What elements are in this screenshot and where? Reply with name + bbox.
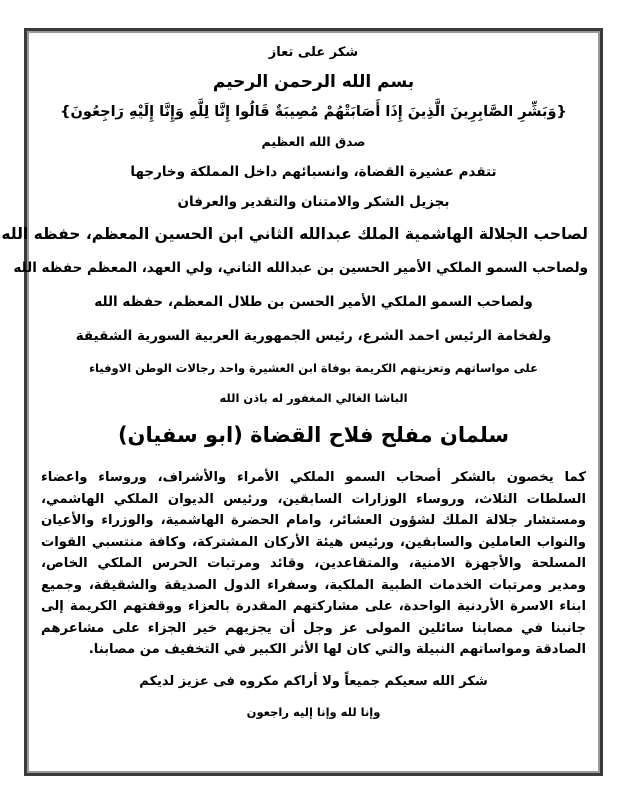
document-content: [1, 39, 588, 725]
document-frame: [1, 28, 603, 776]
closing-line-1: شكر الله سعيكم جميعاً ولا أراكم مكروه فى عزيز لديكم: [139, 673, 488, 689]
verse-closing: صدق الله العظيم: [261, 134, 366, 149]
intro-line-2: بجزيل الشكر والامتنان والتقدير والعرفان: [177, 194, 450, 210]
deceased-name: سلمان مفلح فلاح القضاة (ابو سفيان): [117, 423, 510, 447]
condolence-line: على مواساتهم وتعزيتهم الكريمة بوفاة ابن العشيرة واحد رجالات الوطن الاوفياء: [89, 361, 538, 375]
dignitary-prince-hassan: ولصاحب السمو الملكي الأمير الحسن بن طلال المعظم، حفظه الله: [94, 294, 533, 310]
closing-line-2: وإنا لله وإنا إليه راجعون: [246, 704, 381, 719]
quran-verse: {وَبَشِّرِ الصَّابِرِينَ الَّذِينَ إِذَا أَصَابَتْهُمْ مُصِيبَةٌ قَالُوا إِنَّا لِلَّهِ وَإِنَّا إِلَيْهِ رَاجِعُونَ}: [60, 104, 567, 120]
deceased-title: الباشا الغالي المغفور له باذن الله: [219, 391, 408, 405]
dignitary-syrian-president: ولفخامة الرئيس احمد الشرع، رئيس الجمهورية العربية السورية الشقيقة: [75, 328, 552, 344]
body-paragraph: كما يخصون بالشكر أصحاب السمو الملكي الأمراء والأشراف، وروساء واعضاء السلطات الثلاث، وروساء الوزارات السابقين، ورئيس الديوان الملكي الهاشمي، ومستشار جلالة الملك لشؤون العشائر، وامام الحضرة الهاشمية، والوزراء والأعيان والنواب العاملين والسابقين، ورئيس هيئة الأركان المشتركة، وكافة منتسبي القوات المسلحة والأجهزة الامنية، والمتقاعدين، وقائد ومرتبات الحرس الملكي الخاص، ومدير ومرتبات الخدمات الطبية الملكية، وسفراء الدول الصديقة والشقيقة، وجميع ابناء الاسرة الأردنية الواحدة، على مشاركتهم المقدرة بالعزاء ووقفتهم الكريمة إلى جانبنا في مصابنا سائلين المولى عز وجل أن يجزيهم خير الجزاء على مشاعرهم الصادقة ومواساتهم النبيلة والتي كان لها الأثر الكبير في التخفيف من مصابنا.: [41, 470, 586, 657]
intro-line-1: تتقدم عشيرة القضاة، وانسبائهم داخل المملكة وخارجها: [130, 164, 497, 180]
dignitary-crown-prince: ولصاحب السمو الملكي الأمير الحسين بن عبدالله الثاني، ولي العهد، المعظم حفظه الله: [13, 260, 588, 276]
document-title: شكر على تعاز: [268, 45, 359, 60]
dignitary-king: لصاحب الجلالة الهاشمية الملك عبدالله الثاني ابن الحسين المعظم، حفظه الله: [1, 225, 588, 243]
basmala: بسم الله الرحمن الرحيم: [212, 72, 415, 92]
